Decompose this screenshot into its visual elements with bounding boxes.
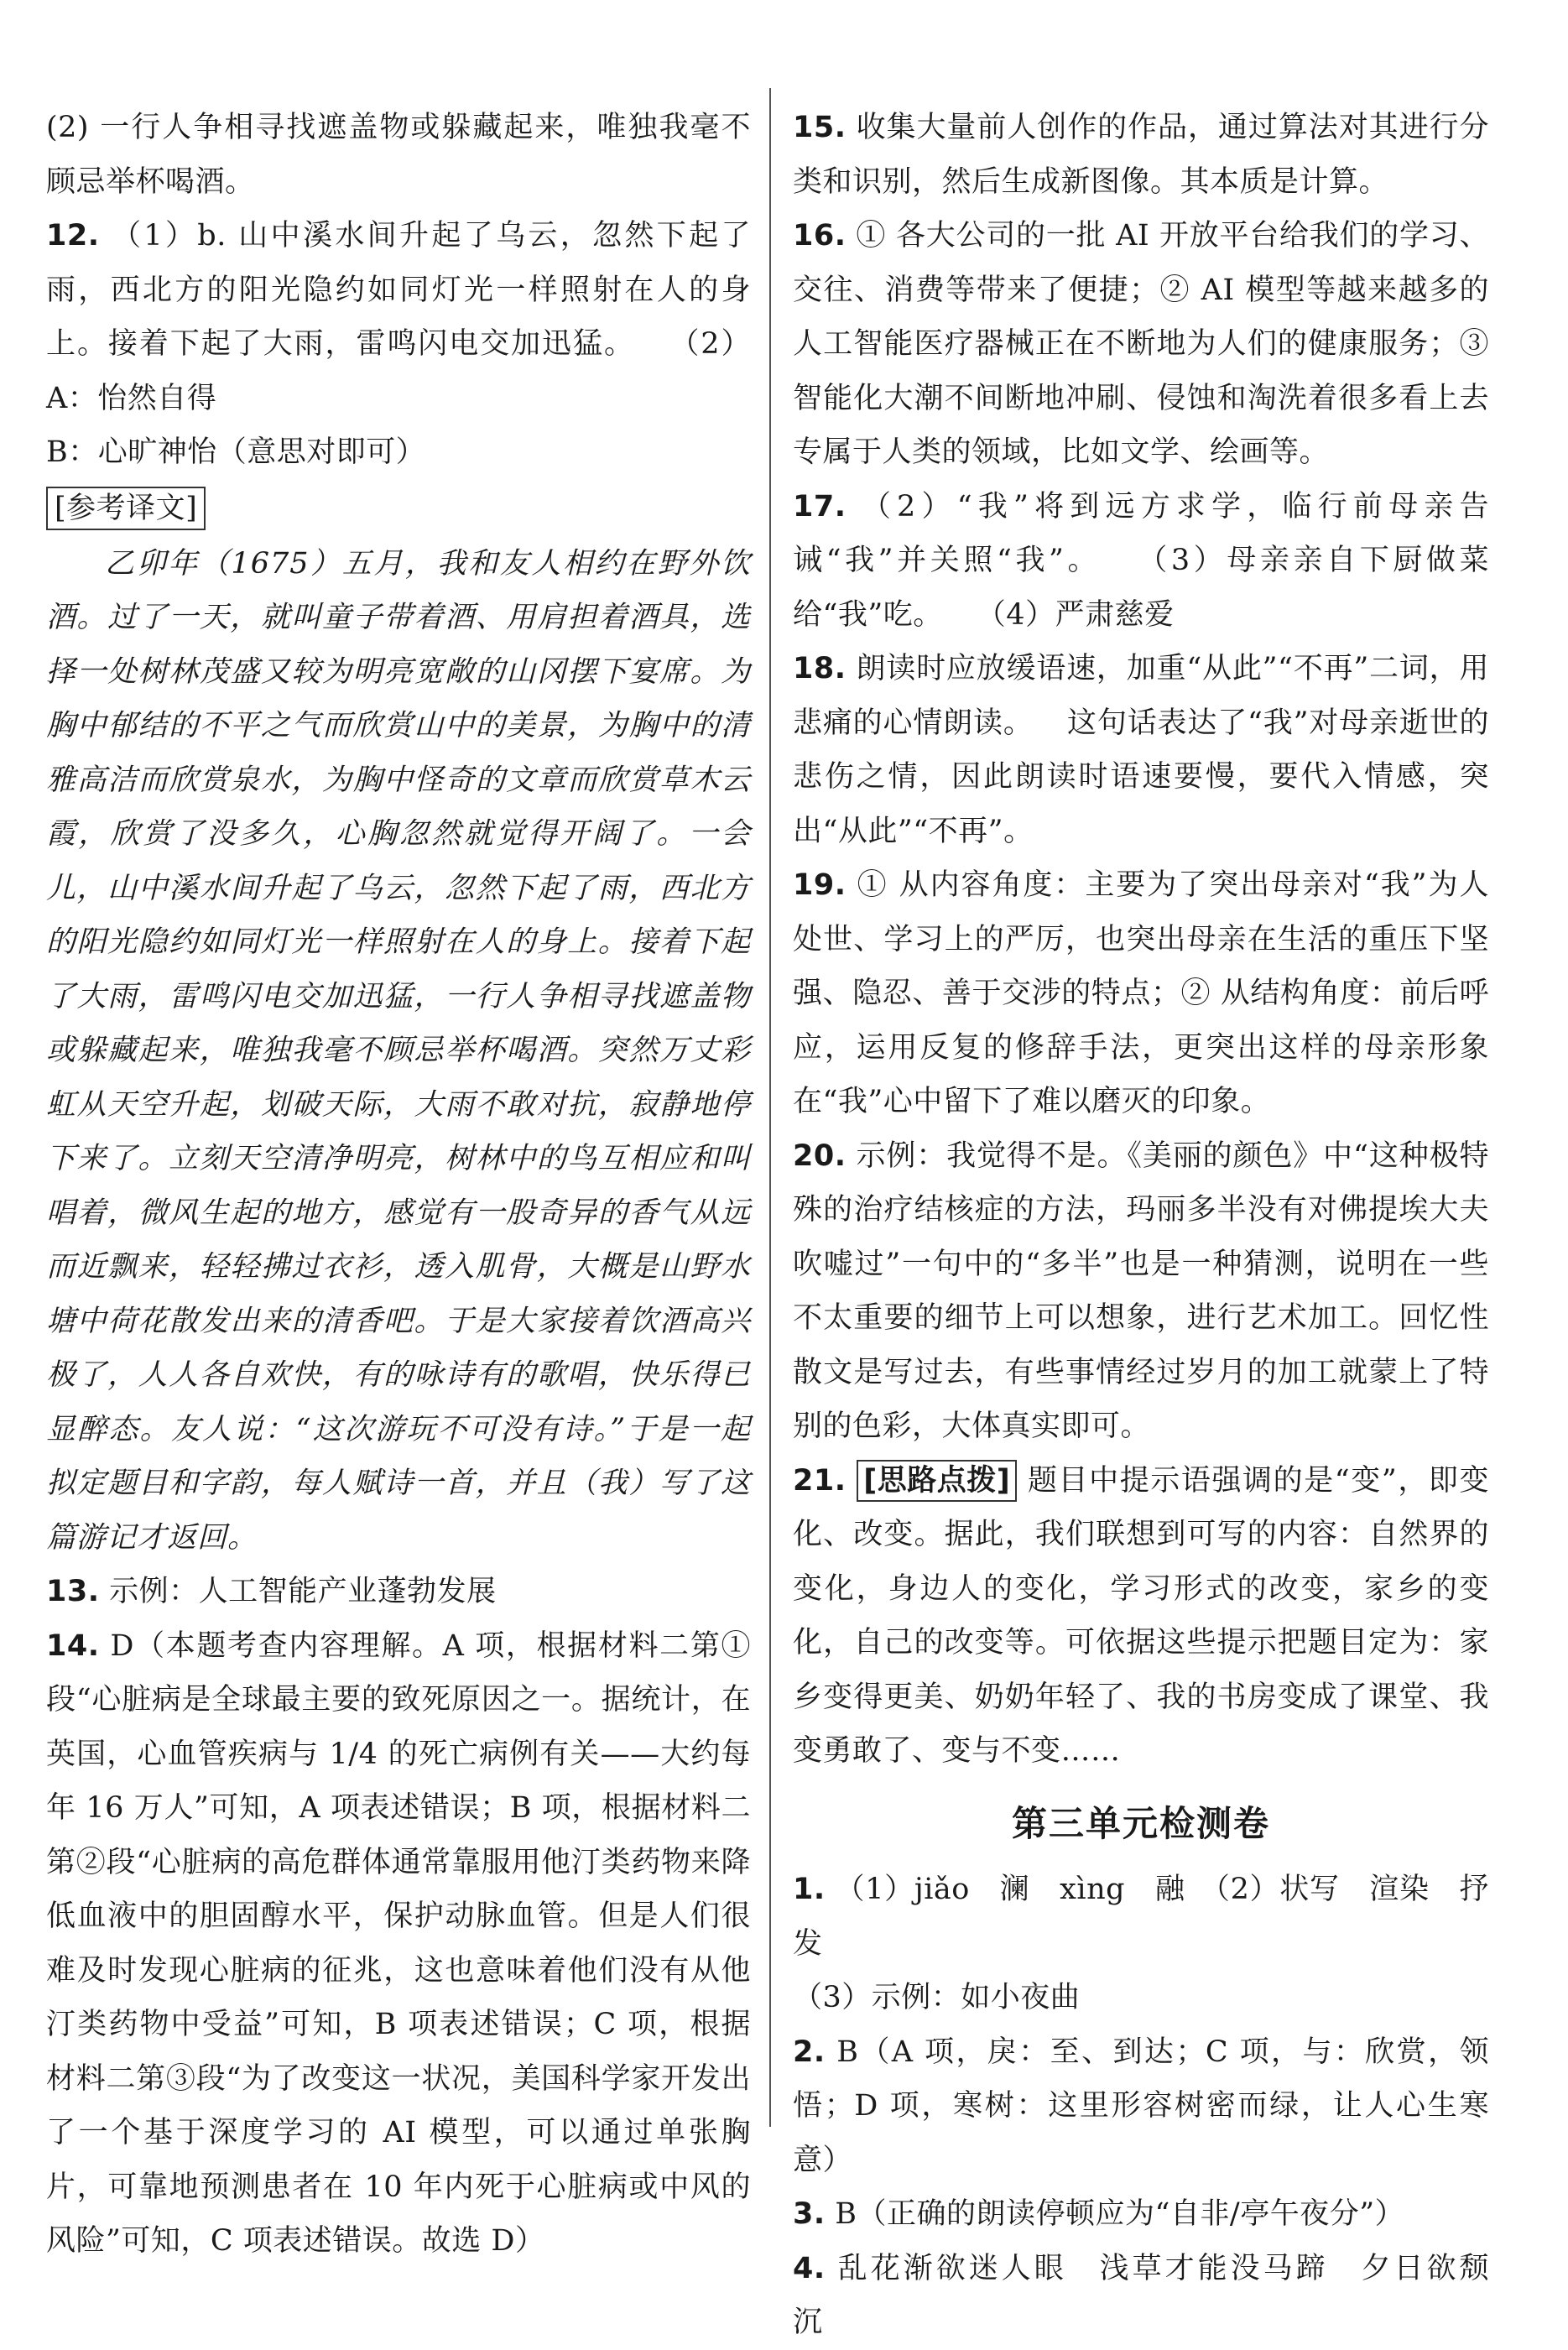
answer-18 [793, 642, 1489, 858]
hint-tag: [思路点拨] [857, 1460, 1017, 1502]
answer-text: 乱花渐欲迷人眼 浅草才能没马蹄 夕日欲颓 沉 [793, 2251, 1519, 2339]
question-number: 12. [46, 219, 100, 253]
answer-19 [793, 858, 1489, 1129]
question-number: 17. [793, 489, 847, 524]
answer-text: 朗读时应放缓语速，加重“从此”“不再”二词，用悲痛的心情朗读。 [793, 652, 1489, 740]
answer-text: （4）严肃慈爱 [976, 597, 1175, 632]
answer-21 [793, 1454, 1489, 1779]
question-number: 15. [793, 111, 847, 144]
question-number: 2. [793, 2035, 826, 2069]
answer-text: ① 从内容角度：主要为了突出母亲对“我”为人处世、学习上的严厉，也突出母亲在生活的重压下坚强、隐忍、善于交涉的特点；② 从结构角度：前后呼应，运用反复的修辞手法，更突出这样的母亲形象在“我”心中留下了难以磨灭的印象。 [793, 868, 1489, 1118]
answer-text: B（A 项，戾：至、到达；C 项，与：欣赏，领悟；D 项，寒树：这里形容树密而绿，让人心生寒意） [793, 2035, 1489, 2177]
answer-text: （2）“我”将到远方求学，临行前母亲告诫“我”并关照“我”。 [793, 489, 1489, 577]
question-number: 4. [793, 2251, 826, 2285]
answer-text: B（正确的朗读停顿应为“自非/亭午夜分”） [835, 2197, 1405, 2231]
answer-text: ① 各大公司的一批 AI 开放平台给我们的学习、交往、消费等带来了便捷；② AI 模型等越来越多的人工智能医疗器械正在不断地为人们的健康服务；③ 智能化大潮不间断地冲刷、侵蚀和淘洗着很多看上去专属于人类的领域，比如文学、绘画等。 [793, 219, 1489, 469]
answer-14 [46, 1619, 751, 2269]
answer-text: 收集大量前人创作的作品，通过算法对其进行分类和识别，然后生成新图像。其本质是计算。 [793, 111, 1489, 199]
answer-11-2: (2) 一行人争相寻找遮盖物或躲藏起来，唯独我毫不顾忌举杯喝酒。 [46, 111, 751, 199]
column-divider [769, 88, 771, 2127]
answer-16 [793, 209, 1489, 480]
question-number: 20. [793, 1139, 847, 1173]
reference-translation: 乙卯年（1675）五月，我和友人相约在野外饮酒。过了一天，就叫童子带着酒、用肩担着酒具，选择一处树林茂盛又较为明亮宽敞的山冈摆下宴席。为胸中郁结的不平之气而欣赏山中的美景，为胸中的清雅高洁而欣赏泉水，为胸中怪奇的文章而欣赏草木云霞，欣赏了没多久，心胸忽然就觉得开阔了。一会儿，山中溪水间升起了乌云，忽然下起了雨，西北方的阳光隐约如同灯光一样照射在人的身上。接着下起了大雨，雷鸣闪电交加迅猛，一行人争相寻找遮盖物或躲藏起来，唯独我毫不顾忌举杯喝酒。突然万丈彩虹从天空升起，划破天际，大雨不敢对抗，寂静地停下来了。立刻天空清净明亮，树林中的鸟互相应和叫唱着，微风生起的地方，感觉有一股奇异的香气从远而近飘来，轻轻拂过衣衫，透入肌骨，大概是山野水塘中荷花散发出来的清香吧。于是大家接着饮酒高兴极了，人人各自欢快，有的咏诗有的歌唱，快乐得已显醉态。友人说：“这次游玩不可没有诗。”于是一起拟定题目和字韵，每人赋诗一首，并且（我）写了这篇游记才返回。 [46, 546, 751, 1555]
section-answer-2 [793, 2025, 1489, 2188]
answer-text: 这句话表达了“我”对母亲逝世的悲伤之情，因此朗读时语速要慢，要代入情感，突出“从此”“不再”。 [793, 706, 1489, 848]
answer-13 [46, 1565, 751, 1619]
question-number: 13. [46, 1575, 100, 1608]
question-number: 14. [46, 1628, 100, 1663]
section-answer-3 [793, 2187, 1489, 2242]
question-number: 19. [793, 868, 847, 902]
answer-text: D（本题考查内容理解。A 项，根据材料二第①段“心脏病是全球最主要的致死原因之一。据统计，在英国，心血管疾病与 1/4 的死亡病例有关——大约每年 16 万人”可知，A 项表述错误；B 项，根据材料二第②段“心脏病的高危群体通常靠服用他汀类药物来降低血液中的胆固醇水平，保护动脉血管。但是人们很难及时发现心脏病的征兆，这也意味着他们没有从他汀类药物中受益”可知，B 项表述错误；C 项，根据材料二第③段“为了改变这一状况，美国科学家开发出了一个基于深度学习的 AI 模型，可以通过单张胸片，可靠地预测患者在 10 年内死于心脏病或中风的风险”可知，C 项表述错误。故选 D） [46, 1628, 751, 2258]
reference-translation-tag: [参考译文] [46, 487, 206, 530]
question-number: 1. [793, 1873, 826, 1906]
answer-12 [46, 209, 751, 425]
answer-text: （1）jiǎo 澜 xìng 融 （2）状写 渲染 抒发 [793, 1873, 1489, 1961]
right-column [793, 101, 1519, 2350]
question-number: 3. [793, 2197, 826, 2231]
answer-text: （2）A：怡然自得 [46, 327, 751, 415]
answer-12-b: B：心旷神怡（意思对即可） [46, 435, 426, 469]
section-title: 第三单元检测卷 [1011, 1802, 1270, 1844]
answer-15 [793, 101, 1489, 209]
question-number: 18. [793, 652, 847, 685]
section-answer-1 [793, 1863, 1489, 1971]
answer-text: 题目中提示语强调的是“变”，即变化、改变。据此，我们联想到可写的内容：自然界的变化，身边人的变化，学习形式的改变，家乡的变化，自己的改变等。可依据这些提示把题目定为：家乡变得更美、奶奶年轻了、我的书房变成了课堂、我变勇敢了、变与不变…… [793, 1463, 1489, 1768]
answer-text: 示例：我觉得不是。《美丽的颜色》中“这种极特殊的治疗结核症的方法，玛丽多半没有对佛提埃大夫吹嘘过”一句中的“多半”也是一种猜测，说明在一些不太重要的细节上可以想象，进行艺术加工。回忆性散文是写过去，有些事情经过岁月的加工就蒙上了特别的色彩，大体真实即可。 [793, 1139, 1489, 1443]
answer-17 [793, 480, 1489, 643]
answer-20 [793, 1129, 1489, 1454]
answer-text: （1）b. 山中溪水间升起了乌云，忽然下起了雨，西北方的阳光隐约如同灯光一样照射在人的身上。接着下起了大雨，雷鸣闪电交加迅猛。 [46, 219, 751, 361]
section-answer-4 [793, 2242, 1519, 2350]
question-number: 21. [793, 1463, 847, 1498]
left-column [46, 101, 751, 2269]
answer-text: 示例：人工智能产业蓬勃发展 [109, 1575, 497, 1608]
section-answer-1-b: （3）示例：如小夜曲 [793, 1981, 1081, 2014]
question-number: 16. [793, 219, 847, 253]
answer-text: （3）母亲亲自下厨做菜给“我”吃。 [793, 544, 1489, 632]
